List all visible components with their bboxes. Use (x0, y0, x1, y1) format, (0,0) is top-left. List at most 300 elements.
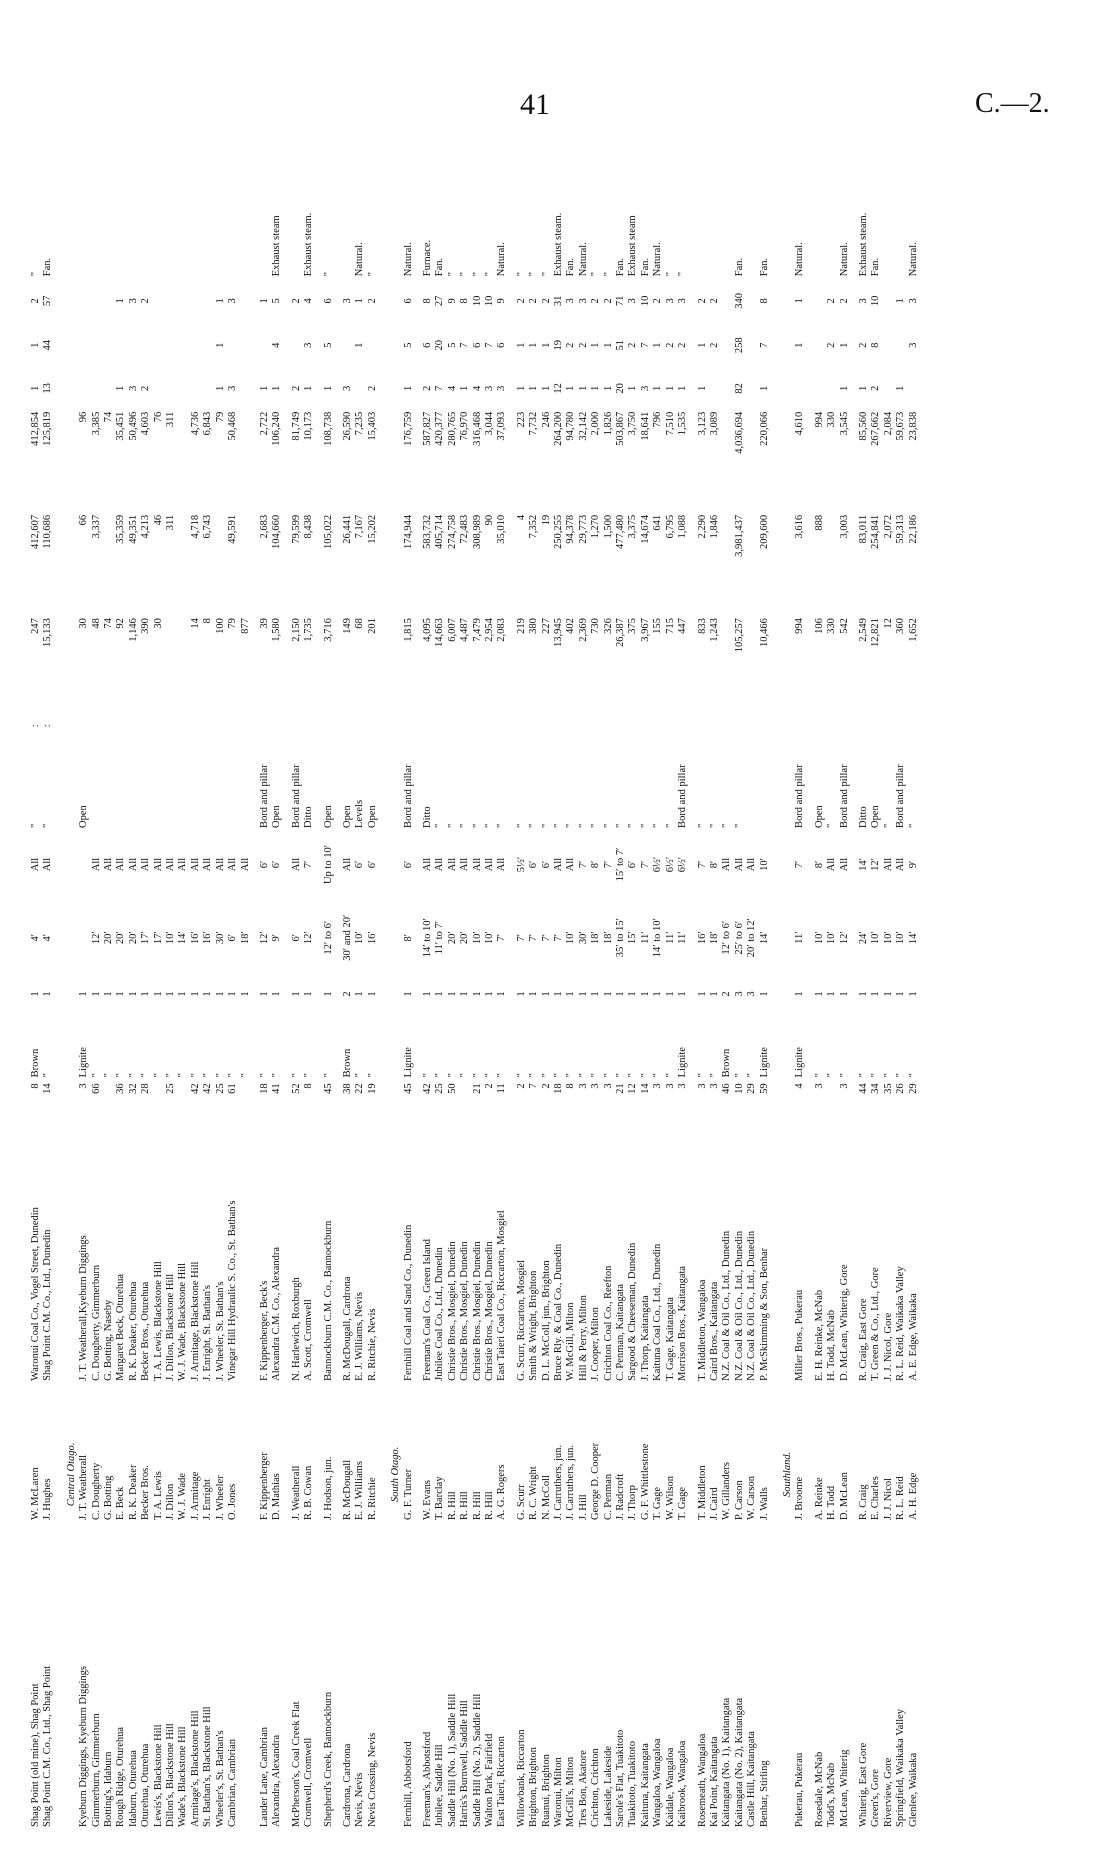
mine-name-cell: Harris's Burnwell, Saddle Hill (459, 1700, 471, 1827)
company-cell: J. J. Nicol, Gore (882, 1312, 894, 1381)
staff-a-cell (240, 368, 252, 409)
coal-type-cell: " (590, 1073, 602, 1078)
men-cell: 3 (838, 1083, 850, 1089)
output-b-cell: 209,600 (758, 514, 770, 550)
thickness-cell: 6′ (227, 933, 239, 942)
owner-cell: J. Hughes (42, 1478, 54, 1520)
staff-total-cell: 2 (30, 298, 41, 304)
output-total-cell: 420,377 (434, 411, 446, 446)
table-row (422, 140, 434, 1830)
output-b-cell: 641 (652, 514, 664, 531)
table-row (323, 140, 335, 1830)
coal-type-cell: " (515, 1073, 527, 1078)
coal-type-cell: Lignite (794, 1047, 806, 1078)
worked-cell: 8′ (590, 860, 602, 869)
seams-cell: 3 (746, 991, 758, 997)
seams-cell: 1 (652, 991, 664, 997)
method-cell (153, 730, 165, 831)
ventilation-cell: Furnace. (421, 239, 433, 277)
staff-b-cell: 5 (402, 342, 414, 348)
method-cell: Open (322, 805, 334, 828)
worked-cell: All (90, 857, 102, 872)
seams-cell: 1 (895, 991, 907, 997)
output-total-cell: 74 (103, 411, 115, 423)
company-cell: R. Ritchie, Nevis (366, 1308, 378, 1381)
method-cell: " (565, 823, 577, 828)
table-row (615, 140, 627, 1830)
staff-a-cell: 1 (664, 385, 676, 392)
staff-total-cell: 8 (459, 298, 471, 304)
company-cell: N. Harlewich, Roxburgh (290, 1277, 302, 1381)
table-row (165, 140, 177, 1830)
mine-name-cell: McLean, Whiterig (838, 1749, 850, 1827)
mine-name-cell: Lewis's, Blackstone Hill (152, 1724, 164, 1827)
output-b-cell: 405,714 (434, 514, 446, 550)
output-a-cell: 994 (794, 618, 806, 634)
owner-cell (240, 1384, 252, 1523)
coal-type-cell: " (652, 1073, 664, 1078)
men-cell: 2 (540, 1083, 552, 1089)
table-row (883, 140, 895, 1830)
coal-type-cell: " (239, 1073, 251, 1078)
mine-name-cell: Saddle Hill (No. 2), Saddle Hill (471, 1693, 483, 1827)
men-cell: 25 (165, 1083, 177, 1094)
company-cell: Smith & Wright, Brighton (528, 1270, 540, 1381)
staff-b-cell (202, 322, 214, 368)
staff-b-cell (367, 322, 379, 368)
thickness-cell: 10′ (471, 931, 483, 945)
section-heading-row (386, 140, 402, 1830)
method-cell: " (721, 823, 733, 828)
seams-cell: 1 (271, 991, 283, 997)
output-b-cell: 308,989 (471, 514, 483, 550)
output-total-cell: 316,468 (471, 411, 483, 446)
table-row (484, 140, 496, 1830)
seams-cell: 1 (627, 991, 639, 997)
table-row (202, 140, 214, 1830)
seams-cell: 1 (459, 991, 471, 997)
mine-name-cell: Shag Point C.M. Co., Ltd., Shag Point (42, 1665, 54, 1827)
method-cell: " (496, 823, 508, 828)
method-cell (202, 730, 214, 831)
output-total-cell: 796 (652, 411, 664, 428)
owner-cell: D. Mathias (271, 1473, 283, 1520)
separator-cell (883, 701, 895, 730)
staff-total-cell: 27 (434, 295, 446, 307)
mine-name-cell: Kaitangata (No. 2), Kaitangata (733, 1697, 745, 1827)
staff-a-cell: 1 (214, 385, 226, 392)
staff-a-cell: 82 (733, 383, 745, 394)
ventilation-cell (128, 140, 140, 279)
method-cell: " (540, 823, 552, 828)
output-a-cell: 447 (677, 618, 689, 634)
ventilation-cell: " (664, 271, 676, 277)
separator-cell (259, 701, 271, 730)
men-cell: 45 (322, 1083, 334, 1094)
staff-total-cell: 2 (540, 298, 552, 304)
ventilation-cell (115, 140, 127, 279)
company-cell: A. E. Edge, Waikaka (907, 1293, 919, 1381)
company-cell: Christie Bros., Mosgiel, Dunedin (459, 1241, 471, 1381)
staff-a-cell: 3 (496, 385, 508, 392)
seams-cell: 1 (214, 991, 226, 997)
ventilation-cell (78, 140, 90, 279)
staff-total-cell: 1 (354, 298, 366, 304)
table-row (870, 140, 882, 1830)
men-cell: 46 (721, 1083, 733, 1094)
coal-type-cell: " (214, 1073, 226, 1078)
staff-a-cell (814, 368, 826, 409)
output-b-cell: 412,607 (30, 514, 41, 550)
method-cell: " (652, 823, 664, 828)
output-total-cell: 2,000 (590, 411, 602, 436)
seams-cell: 1 (677, 991, 689, 997)
spacer-cell (55, 140, 62, 1830)
section-filler (778, 140, 794, 1119)
men-cell (177, 1080, 189, 1118)
thickness-cell: 14′ (907, 931, 919, 945)
thickness-cell: 15′ (627, 931, 639, 945)
men-cell: 22 (354, 1083, 366, 1094)
staff-a-cell: 1 (857, 385, 869, 392)
men-cell: 35 (882, 1083, 894, 1094)
table-row (908, 140, 920, 1830)
output-b-cell (721, 512, 733, 615)
worked-cell: All (882, 857, 894, 872)
company-cell: Christie Bros., Mosgiel, Dunedin (471, 1241, 483, 1381)
owner-cell: T. A. Lewis (152, 1471, 164, 1520)
owner-cell: R. Hill (484, 1491, 495, 1520)
output-a-cell: 10,466 (758, 618, 770, 647)
separator-cell (516, 701, 528, 730)
page-number: 41 (520, 88, 550, 121)
staff-a-cell (354, 368, 366, 409)
staff-b-cell: 1 (652, 342, 664, 348)
thickness-cell: 10′ (813, 931, 825, 945)
table-row (459, 140, 471, 1830)
output-a-cell: 26,387 (615, 618, 627, 647)
owner-cell: W. J. Wade (177, 1472, 189, 1520)
worked-cell (78, 831, 90, 898)
company-cell: Margaret Beck, Oturehua (115, 1274, 127, 1381)
worked-cell: All (140, 857, 152, 872)
ventilation-cell (215, 140, 227, 279)
method-cell: " (826, 823, 838, 828)
company-cell: W. McGill, Milton (565, 1302, 577, 1381)
separator-cell (759, 701, 771, 730)
separator-cell (528, 701, 540, 730)
owner-cell: R. Craig (857, 1484, 869, 1520)
company-cell: W. J. Wade, Blackstone Hill (177, 1262, 189, 1381)
worked-cell: 7′ (639, 860, 651, 869)
separator-cell (746, 701, 758, 730)
table-row (895, 140, 907, 1830)
men-cell: 19 (366, 1083, 378, 1094)
mine-name-cell: Kaidale, Wangaloa (664, 1747, 676, 1827)
men-cell: 3 (652, 1083, 664, 1089)
separator-cell (434, 701, 446, 730)
mine-name-cell: Fernhill, Abbotsford (402, 1741, 414, 1827)
company-cell: J. Wheeler, St. Bathan's (214, 1281, 226, 1381)
mine-name-cell: Springfield, Waikaka Valley (895, 1708, 907, 1827)
output-total-cell: 330 (826, 411, 838, 428)
owner-cell: George D. Cooper (590, 1442, 602, 1520)
seams-cell: 1 (758, 991, 770, 997)
ventilation-cell: Natural. (838, 242, 850, 277)
separator-cell (858, 701, 870, 730)
men-cell: 61 (227, 1083, 239, 1094)
owner-cell: J. Carruthers, jun. (553, 1445, 565, 1520)
seams-cell: 1 (515, 991, 527, 997)
staff-a-cell: 4 (446, 385, 458, 392)
separator-cell (814, 701, 826, 730)
company-cell: E. H. Reinke, McNab (813, 1289, 825, 1381)
thickness-cell: 11′ to 7′ (434, 920, 446, 955)
method-cell: Ditto (857, 806, 869, 828)
men-cell: 2 (484, 1083, 495, 1089)
staff-a-cell: 1 (577, 385, 589, 392)
men-cell: 29 (746, 1083, 758, 1094)
output-b-cell: 35,010 (496, 514, 508, 544)
staff-a-cell: 2 (421, 385, 433, 392)
separator-cell (541, 701, 553, 730)
staff-b-cell: 2 (826, 342, 838, 348)
spacer-row (284, 140, 291, 1830)
company-cell: Christie Bros., Mosgiel, Dunedin (484, 1241, 495, 1381)
seams-cell: 1 (177, 991, 189, 997)
men-cell: 32 (127, 1083, 139, 1094)
output-b-cell: 19 (540, 514, 552, 526)
staff-a-cell: 3 (127, 385, 139, 392)
ventilation-cell: Natural. (907, 242, 919, 277)
owner-cell: J. Wheeler (214, 1475, 226, 1520)
table-row (303, 140, 315, 1830)
thickness-cell: 7′ (553, 933, 565, 942)
staff-b-cell: 3 (907, 342, 919, 348)
coal-type-cell: Lignite (758, 1047, 770, 1078)
mine-name-cell: Kyeburn Diggings, Kyeburn Diggings (78, 1666, 90, 1827)
thickness-cell: 18′ (602, 931, 614, 945)
staff-b-cell (814, 322, 826, 368)
worked-cell: 9′ (907, 860, 919, 869)
separator-cell (826, 701, 838, 730)
company-cell: F. Kippenberger, Beck's (258, 1280, 270, 1381)
company-cell: J. Enright, St. Bathan's (202, 1285, 214, 1381)
table-row (291, 140, 303, 1830)
output-a-cell: 30 (152, 618, 164, 629)
staff-b-cell (103, 322, 115, 368)
output-b-cell (103, 512, 115, 615)
table-row (839, 140, 851, 1830)
company-cell: Freeman's Coal Co., Green Island (421, 1238, 433, 1381)
separator-cell: : (30, 724, 41, 728)
ventilation-cell: Fan. (733, 257, 745, 277)
output-b-cell: 250,255 (553, 514, 565, 550)
ventilation-cell (709, 140, 721, 279)
worked-cell: All (202, 857, 214, 872)
output-a-cell: 105,257 (733, 618, 745, 653)
owner-cell: J. Hodson, jun. (322, 1456, 334, 1520)
output-total-cell: 503,867 (615, 411, 627, 446)
staff-a-cell: 2 (366, 385, 378, 392)
table-row (342, 140, 354, 1830)
worked-cell: All (484, 857, 495, 872)
worked-cell: All (177, 857, 189, 872)
output-b-cell: 4,213 (140, 514, 152, 539)
staff-b-cell (342, 322, 354, 368)
staff-total-cell: 2 (602, 298, 614, 304)
ventilation-cell (202, 140, 214, 279)
men-cell: 3 (677, 1083, 689, 1089)
output-b-cell: 59,313 (895, 514, 907, 544)
coal-type-cell: " (826, 1073, 838, 1078)
staff-a-cell (721, 368, 733, 409)
thickness-cell: 10′ (484, 931, 495, 945)
output-a-cell: 1,146 (127, 618, 139, 642)
men-cell: 11 (496, 1083, 508, 1094)
owner-cell: H. Todd (826, 1485, 838, 1520)
method-cell: " (639, 823, 651, 828)
output-total-cell: 94,780 (565, 411, 577, 441)
mine-name-cell: Wade's, Blackstone Hill (177, 1726, 189, 1827)
men-cell: 25 (434, 1083, 446, 1094)
output-total-cell: 106,240 (271, 411, 283, 446)
output-b-cell: 110,686 (42, 514, 54, 549)
table-row (759, 140, 771, 1830)
method-cell: Bord and pillar (290, 764, 302, 828)
men-cell: 38 (341, 1083, 353, 1094)
output-b-cell: 274,758 (446, 514, 458, 550)
output-b-cell: 15,202 (366, 514, 378, 544)
spacer-cell (771, 140, 778, 1830)
staff-a-cell: 1 (602, 385, 614, 392)
worked-cell: All (115, 857, 127, 872)
coal-type-cell: " (366, 1073, 378, 1078)
thickness-cell: 20′ (459, 931, 471, 945)
section-heading: Central Otago. (65, 1442, 77, 1507)
output-total-cell: 246 (540, 411, 552, 428)
worked-cell: 8′ (708, 860, 720, 869)
output-total-cell: 223 (515, 411, 527, 428)
staff-a-cell (78, 368, 90, 409)
output-a-cell: 39 (258, 618, 270, 629)
men-cell: 14 (639, 1083, 651, 1094)
separator-cell (627, 701, 639, 730)
spacer-cell (415, 140, 422, 1830)
separator-cell (422, 701, 434, 730)
spacer-row (509, 140, 516, 1830)
men-cell: 28 (140, 1083, 152, 1094)
men-cell: 45 (402, 1083, 414, 1094)
worked-cell: All (721, 857, 733, 872)
method-cell: Bord and pillar (402, 764, 414, 828)
spacer-row (415, 140, 422, 1830)
method-cell: Ditto (303, 806, 315, 828)
mine-name-cell: Rosemeath, Wangaloa (696, 1733, 708, 1827)
spacer-cell (284, 140, 291, 1830)
staff-b-cell: 7 (758, 342, 770, 348)
men-cell: 8 (565, 1083, 577, 1089)
separator-cell (590, 701, 602, 730)
worked-cell: 6½′ (652, 856, 664, 873)
table-row (627, 140, 639, 1830)
method-cell: Levels (354, 799, 366, 828)
staff-total-cell: 9 (446, 298, 458, 304)
company-cell: Vinegar Hill Hydraulic S. Co., St. Bathan's (227, 1200, 239, 1381)
men-cell: 42 (202, 1083, 214, 1094)
method-cell: " (627, 823, 639, 828)
output-a-cell: 30 (78, 618, 90, 629)
ventilation-cell (259, 140, 271, 279)
company-cell: Miller Bros., Pukerau (794, 1289, 806, 1381)
thickness-cell: 4′ (30, 933, 41, 942)
mine-name-cell: Tres Bon, Akatore (577, 1750, 589, 1827)
table-row (814, 140, 826, 1830)
thickness-cell: 16′ (696, 931, 708, 945)
owner-cell: E. J. Williams (354, 1461, 366, 1520)
mine-name-cell: Ruanui, Brighton (540, 1754, 552, 1827)
coal-type-cell: " (733, 1073, 745, 1078)
staff-b-cell: 51 (615, 339, 627, 351)
output-a-cell: 402 (565, 618, 577, 634)
seams-cell: 1 (528, 991, 540, 997)
output-a-cell: 360 (895, 618, 907, 634)
coal-type-cell: " (165, 1073, 177, 1078)
staff-a-cell: 1 (271, 385, 283, 392)
output-a-cell: 155 (652, 618, 664, 634)
company-cell: Sargood & Cheeseman, Dunedin (627, 1242, 639, 1381)
output-total-cell (746, 409, 758, 512)
mine-name-cell: Shag Point (old mine), Shag Point (30, 1683, 41, 1827)
mine-name-cell: Nevis Crossing, Nevis (366, 1732, 378, 1827)
owner-cell: E. Beck (115, 1486, 127, 1520)
staff-total-cell: 2 (366, 298, 378, 304)
seams-cell: 1 (227, 991, 239, 997)
output-total-cell: 2,084 (882, 411, 894, 436)
output-a-cell: 877 (239, 618, 251, 634)
output-total-cell: 23,838 (907, 411, 919, 441)
staff-total-cell: 10 (471, 295, 483, 307)
mine-name-cell: Riverview, Gore (882, 1757, 894, 1827)
output-b-cell: 6,743 (202, 514, 214, 539)
staff-total-cell: 1 (214, 298, 226, 304)
mine-name-cell: Sarole's Flat, Tuakitoto (615, 1729, 627, 1827)
separator-cell (677, 701, 689, 730)
table-row (858, 140, 870, 1830)
company-cell: Bannockburn C.M. Co., Bannockburn (322, 1220, 334, 1381)
men-cell (240, 1080, 252, 1118)
output-total-cell: 6,843 (202, 411, 214, 436)
worked-cell: 7′ (794, 860, 806, 869)
output-total-cell: 4,610 (794, 411, 806, 436)
output-total-cell: 4,736 (189, 411, 201, 436)
output-a-cell: 3,967 (639, 618, 651, 642)
men-cell: 3 (696, 1083, 708, 1089)
separator-cell (472, 701, 484, 730)
owner-cell: J. Thorp (627, 1485, 639, 1520)
coal-type-cell: " (857, 1073, 869, 1078)
thickness-cell: 8′ (402, 933, 414, 942)
staff-b-cell (240, 322, 252, 368)
owner-cell: R. K. Deaker (127, 1464, 139, 1520)
seams-cell: 1 (78, 991, 90, 997)
coal-type-cell: " (354, 1073, 366, 1078)
men-cell: 18 (258, 1083, 270, 1094)
coal-type-cell: " (271, 1073, 283, 1078)
thickness-cell: 18′ (590, 931, 602, 945)
thickness-cell: 20′ (127, 931, 139, 945)
thickness-cell: 7′ (528, 933, 540, 942)
